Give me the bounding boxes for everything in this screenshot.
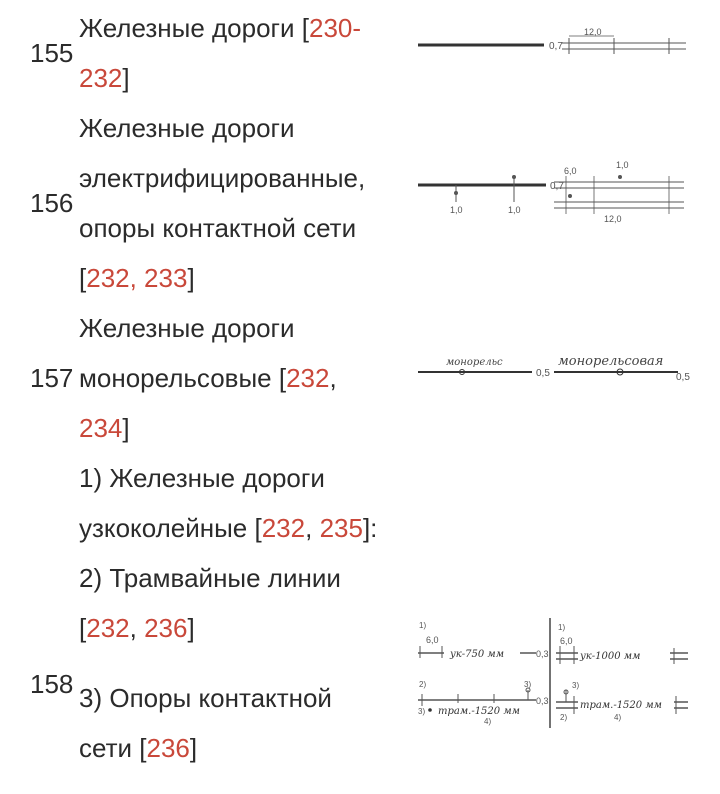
gauge-label: трам.-1520 мм <box>580 700 662 711</box>
svg-text:4): 4) <box>614 713 622 722</box>
reference-link[interactable]: 234 <box>79 413 123 443</box>
svg-text:2): 2) <box>419 680 427 689</box>
row-number: 158 <box>30 669 74 699</box>
gauge-label: ук-1000 мм <box>580 651 641 662</box>
svg-text:3): 3) <box>524 680 532 689</box>
svg-text:1): 1) <box>558 623 566 632</box>
symbol-caption: монорельс <box>446 357 503 368</box>
row-number: 157 <box>30 363 74 393</box>
dash-label: 6,0 <box>564 166 577 176</box>
row-number: 156 <box>30 188 74 218</box>
reference-link[interactable]: 232 <box>79 63 123 93</box>
support-label: 1,0 <box>508 205 521 215</box>
width-label: 0,5 <box>676 372 690 383</box>
reference-link[interactable]: 232 <box>86 613 130 643</box>
row-description: Железные дороги монорельсовые [232, 234] <box>79 313 337 443</box>
svg-text:2): 2) <box>560 713 568 722</box>
reference-link[interactable]: 236 <box>146 733 190 763</box>
dash-label: 6,0 <box>426 635 439 645</box>
support-label: 1,0 <box>450 205 463 215</box>
gauge-label: трам.-1520 мм <box>438 706 520 717</box>
dash-label: 12,0 <box>584 27 602 37</box>
gauge-label: ук-750 мм <box>450 649 504 660</box>
width-label: 0,5 <box>536 368 550 379</box>
monorail-symbol <box>414 348 694 388</box>
dash-label: 1,0 <box>616 160 629 170</box>
svg-text:4): 4) <box>484 717 492 726</box>
electrified-railway-symbol <box>414 158 694 230</box>
svg-text:1): 1) <box>419 621 427 630</box>
reference-link[interactable]: 230- <box>309 13 362 43</box>
row-description: Железные дороги электрифицированные, опоры контактной сети [232, 233] <box>79 113 366 293</box>
reference-link[interactable]: 232 <box>286 363 330 393</box>
width-label: 0,7 <box>549 41 563 52</box>
reference-link[interactable]: 235 <box>319 513 363 543</box>
row-description: 1) Железные дороги узкоколейные [232, 235]: 2) Трамвайные линии [232, 236] <box>79 463 378 643</box>
svg-text:3): 3) <box>418 707 426 716</box>
width-label: 0,3 <box>536 696 549 706</box>
width-label: 0,7 <box>550 181 564 192</box>
svg-text:3): 3) <box>572 681 580 690</box>
dash-label: 12,0 <box>604 214 622 224</box>
narrow-gauge-tram-symbol <box>414 616 694 732</box>
railway-symbol <box>414 24 694 64</box>
symbol-caption: монорельсовая <box>558 354 664 369</box>
reference-link[interactable]: 232, 233 <box>86 263 188 293</box>
row-description-cont: 3) Опоры контактной сети [236] <box>79 683 332 763</box>
row-description: Железные дороги [230- 232] <box>79 13 362 93</box>
dash-label: 6,0 <box>560 636 573 646</box>
reference-link[interactable]: 236 <box>144 613 188 643</box>
width-label: 0,3 <box>536 649 549 659</box>
reference-link[interactable]: 232 <box>261 513 306 543</box>
row-number: 155 <box>30 38 74 68</box>
